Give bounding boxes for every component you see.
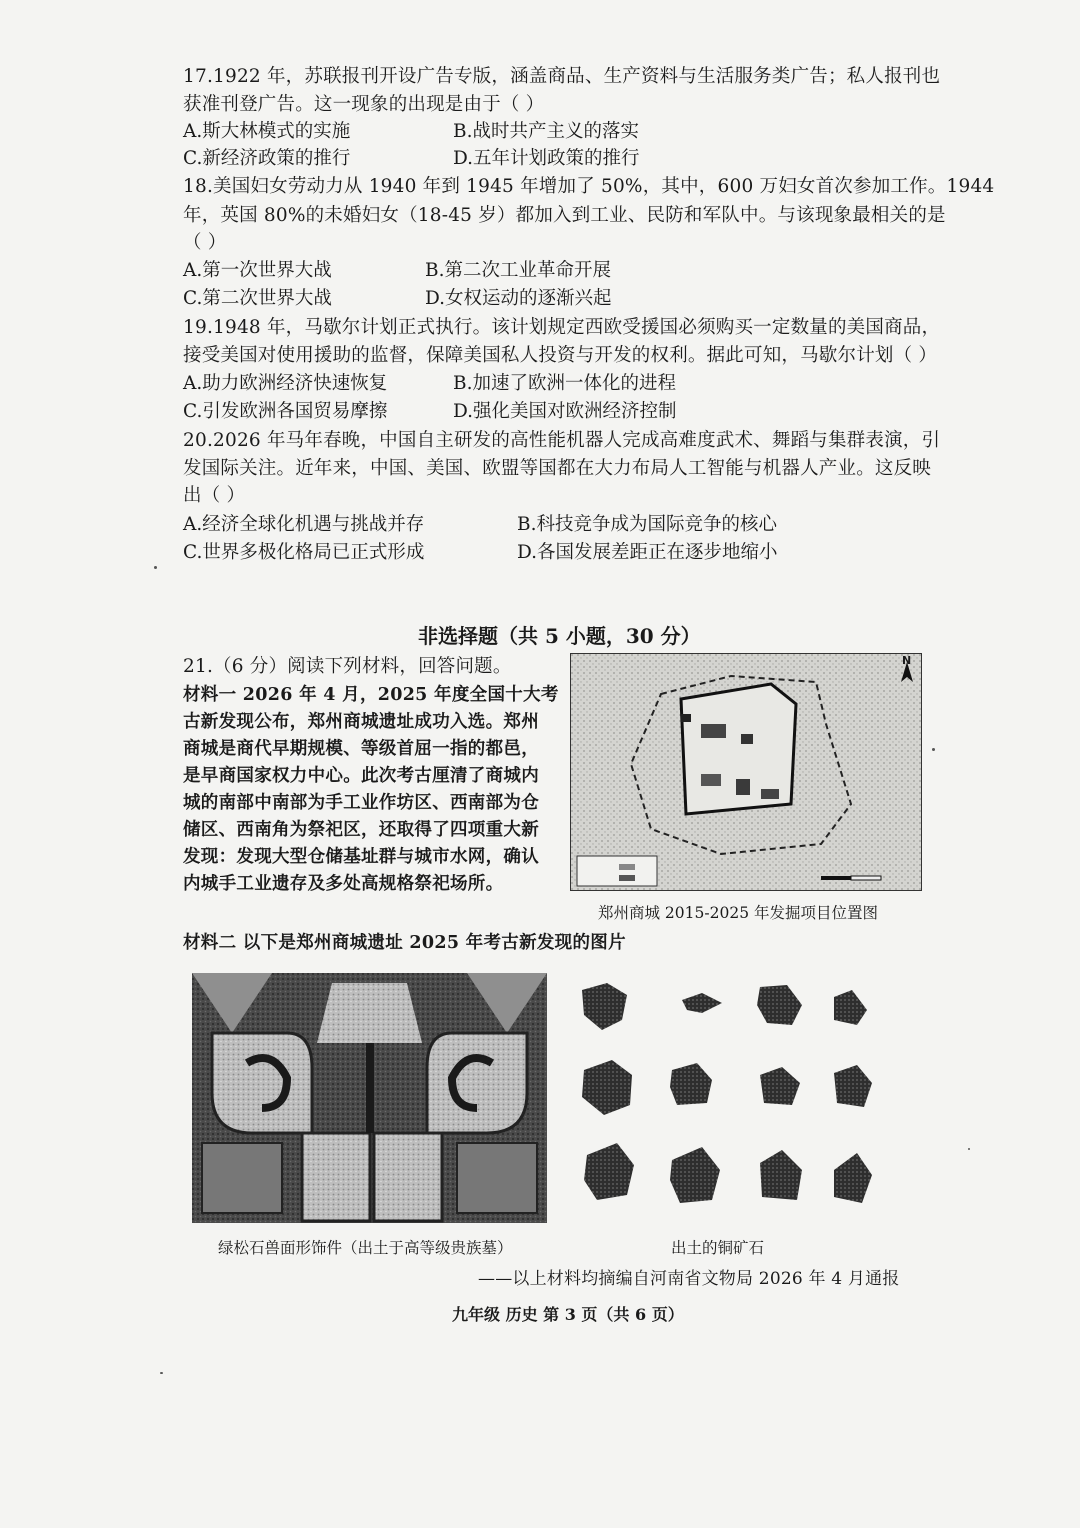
q20-option-a: A.经济全球化机遇与挑战并存 (183, 514, 425, 535)
scan-speck (160, 1372, 163, 1374)
material-one-line: 储区、西南角为祭祀区，还取得了四项重大新 (183, 820, 539, 840)
material-one-line: 材料一 2026 年 4 月，2025 年度全国十大考 (183, 685, 559, 705)
q19-line-1: 19.1948 年，马歇尔计划正式执行。该计划规定西欧受援国必须购买一定数量的美国商品， (183, 317, 941, 338)
q21-intro: 21.（6 分）阅读下列材料，回答问题。 (183, 656, 512, 677)
section-title: 非选择题（共 5 小题，30 分） (418, 624, 701, 648)
map-caption: 郑州商城 2015-2025 年发掘项目位置图 (598, 904, 878, 922)
q17-line-1: 17.1922 年，苏联报刊开设广告专版，涵盖商品、生产资料与生活服务类广告；私人报刊也 (183, 66, 941, 87)
north-arrow-label: N (902, 654, 912, 667)
scan-speck (154, 566, 157, 569)
page-footer: 九年级 历史 第 3 页（共 6 页） (452, 1305, 684, 1324)
copper-ore-photo (572, 975, 887, 1225)
material-source: ——以上材料均摘编自河南省文物局 2026 年 4 月通报 (478, 1269, 900, 1289)
material-one-line: 发现：发现大型仓储基址群与城市水网，确认 (183, 847, 539, 867)
copper-ore-caption: 出土的铜矿石 (671, 1239, 765, 1257)
q18-line-3: （ ） (183, 232, 227, 253)
q19-option-a: A.助力欧洲经济快速恢复 (183, 373, 388, 394)
q18-option-b: B.第二次工业革命开展 (425, 260, 611, 281)
excavation-map (570, 653, 922, 891)
material-two-intro: 材料二 以下是郑州商城遗址 2025 年考古新发现的图片 (183, 933, 626, 953)
q18-line-1: 18.美国妇女劳动力从 1940 年到 1945 年增加了 50%，其中，600 万妇女首次参加工作。1944 (183, 176, 995, 197)
material-one-line: 内城手工业遗存及多处高规格祭祀场所。 (183, 874, 504, 894)
q19-line-2: 接受美国对使用援助的监督，保障美国私人投资与开发的权利。据此可知，马歇尔计划（ ） (183, 345, 938, 366)
q18-line-2: 年，英国 80%的未婚妇女（18-45 岁）都加入到工业、民防和军队中。与该现象最相关的是 (183, 205, 946, 226)
ore-drawing (572, 975, 887, 1225)
q20-line-2: 发国际关注。近年来，中国、美国、欧盟等国都在大力布局人工智能与机器人产业。这反映 (183, 458, 932, 479)
q18-option-d: D.女权运动的逐渐兴起 (425, 288, 612, 309)
q17-option-b: B.战时共产主义的落实 (453, 121, 639, 142)
material-one-line: 商城是商代早期规模、等级首屈一指的都邑， (183, 739, 539, 759)
q20-line-1: 20.2026 年马年春晚，中国自主研发的高性能机器人完成高难度武术、舞蹈与集群表演，引 (183, 430, 941, 451)
scan-speck (968, 1148, 970, 1150)
material-one-line: 城的南部中南部为手工业作坊区、西南部为仓 (183, 793, 539, 813)
q17-line-2: 获准刊登广告。这一现象的出现是由于（ ） (183, 94, 545, 115)
material-one-line: 古新发现公布，郑州商城遗址成功入选。郑州 (183, 712, 539, 732)
q20-option-b: B.科技竞争成为国际竞争的核心 (517, 514, 777, 535)
q17-option-d: D.五年计划政策的推行 (453, 148, 640, 169)
ornament-drawing (192, 973, 547, 1223)
q17-option-a: A.斯大林模式的实施 (183, 121, 351, 142)
q18-option-c: C.第二次世界大战 (183, 288, 332, 309)
ornament-caption: 绿松石兽面形饰件（出土于高等级贵族墓） (218, 1239, 513, 1257)
q19-option-d: D.强化美国对欧洲经济控制 (453, 401, 677, 422)
q20-line-3: 出（ ） (183, 485, 246, 506)
q20-option-d: D.各国发展差距正在逐步地缩小 (517, 542, 778, 563)
q19-option-b: B.加速了欧洲一体化的进程 (453, 373, 676, 394)
q19-option-c: C.引发欧洲各国贸易摩擦 (183, 401, 388, 422)
map-drawing (571, 654, 921, 890)
q20-option-c: C.世界多极化格局已正式形成 (183, 542, 425, 563)
turquoise-ornament-photo (192, 973, 547, 1223)
scan-speck (932, 748, 935, 751)
q17-option-c: C.新经济政策的推行 (183, 148, 351, 169)
q18-option-a: A.第一次世界大战 (183, 260, 332, 281)
material-one-line: 是早商国家权力中心。此次考古厘清了商城内 (183, 766, 539, 786)
